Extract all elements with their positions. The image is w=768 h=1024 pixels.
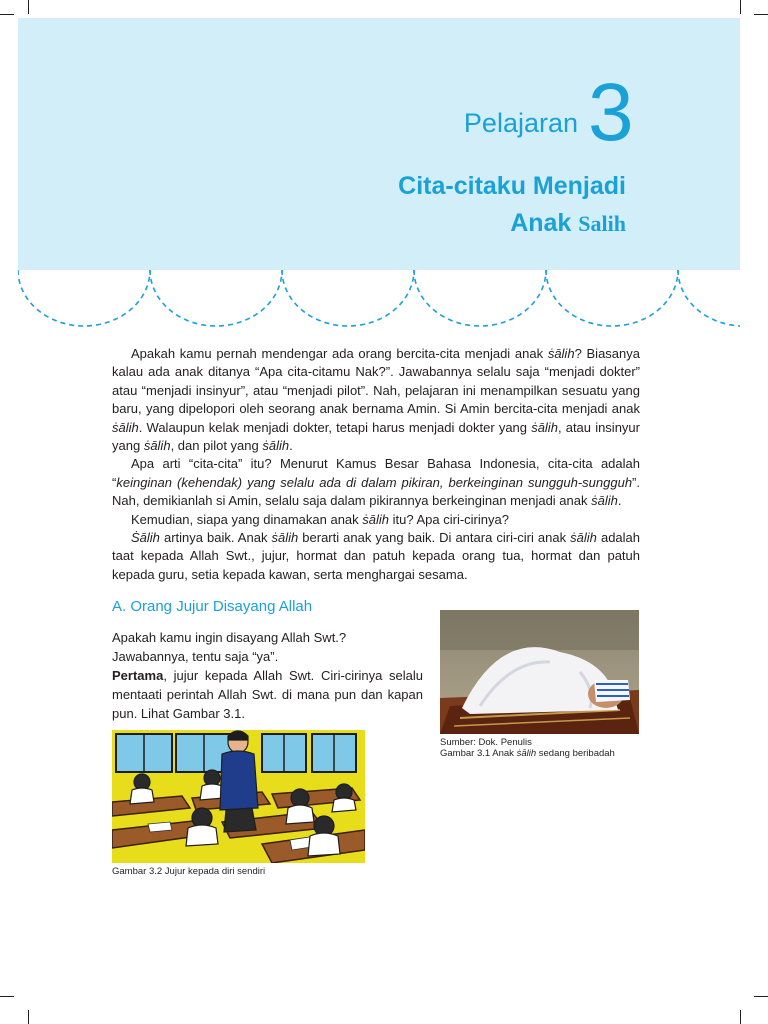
italic-term: keinginan (kehendak) yang selalu ada di dalam pikiran, berkeinginan sungguh-sungguh [116, 474, 633, 490]
paragraph [112, 529, 640, 584]
praying-child-photo [440, 610, 639, 734]
section-heading: A. Orang Jujur Disayang Allah [112, 598, 313, 615]
text-run: . [289, 438, 293, 454]
text-run: adalah taat kepada Allah Swt., jujur, hormat dan patuh kepada orang tua, hormat dan patuh kepada guru, setia kepada kawan, serta menghargai sesama. [112, 530, 641, 582]
figure-3-1-source: Sumber: Dok. Penulis [440, 737, 532, 748]
text-run: ? Biasanya kalau ada anak ditanya “Apa cita-citamu Nak?”. Jawabannya selalu saja “menjadi dokter” atau “menjadi insinyur”, atau “menjadi pilot”. Nah, pelajaran ini menampilkan sesuatu yang baru, yang dipelopori oleh seorang anak bernama Amin. Si Amin bercita-cita menjadi anak [112, 346, 640, 417]
text-run: Apa arti “cita-cita” itu? Menurut Kamus Besar Bahasa Indonesia, cita-cita adalah “ [112, 456, 640, 490]
text-run: itu? Apa ciri-cirinya? [389, 511, 509, 527]
chapter-title-salih: Salih [578, 211, 626, 236]
italic-term: ṡālih [112, 419, 139, 435]
chapter-title-anak: Anak [510, 209, 572, 237]
text-run: . [617, 493, 622, 509]
crop-mark [740, 1010, 741, 1024]
paragraph [112, 455, 640, 510]
text-run: berarti anak yang baik. Di antara ciri-ciri anak [298, 530, 571, 546]
intro-text [112, 345, 640, 584]
text-run: Kemudian, siapa yang dinamakan anak [131, 511, 363, 527]
lesson-number: 3 [588, 67, 634, 158]
chapter-title-line2 [398, 205, 626, 242]
crop-mark [28, 0, 29, 14]
italic-term: Ṡālih [131, 530, 160, 546]
italic-term: ṡālih [362, 511, 390, 527]
text-run: ”. Nah, demikianlah si Amin, selalu saja dalam pikirannya berkeinginan menjadi anak [112, 474, 640, 509]
section-a-line2: Jawabannya, tentu saja “ya”. [112, 649, 279, 664]
italic-term: ṡālih [570, 530, 597, 546]
scallop-border [18, 268, 740, 330]
text-run: , dan pilot yang [170, 438, 263, 454]
figure-3-1-caption-a: Gambar 3.1 Anak [440, 748, 517, 759]
classroom-illustration [112, 730, 365, 863]
crop-mark [754, 996, 768, 997]
text-run: , atau insinyur yang [112, 419, 640, 454]
italic-term: ṡālih [143, 438, 171, 454]
text-run: artinya baik. Anak [159, 530, 272, 546]
italic-term: ṡālih [271, 530, 299, 546]
crop-mark [28, 1010, 29, 1024]
text-run: . Walaupun kelak menjadi dokter, tetapi harus menjadi dokter yang [138, 419, 532, 435]
section-a-line1: Apakah kamu ingin disayang Allah Swt.? [112, 630, 347, 645]
section-a-line3 [112, 666, 423, 723]
chapter-title [398, 168, 626, 242]
bold-word: Pertama [112, 668, 164, 683]
paragraph [112, 345, 640, 455]
figure-3-2-caption: Gambar 3.2 Jujur kepada diri sendiri [112, 866, 266, 877]
crop-mark [740, 0, 741, 14]
text-run: Apakah kamu pernah mendengar ada orang bercita-cita menjadi anak [131, 346, 548, 361]
section-a-line3-text: , jujur kepada Allah Swt. Ciri-cirinya selalu mentaati perintah Allah Swt. di mana pun dan kapan pun. Lihat Gambar 3.1. [112, 668, 423, 721]
figure-3-1-caption-b: sedang beribadah [536, 748, 615, 759]
italic-term: ṡālih [591, 493, 618, 509]
figure-3-1-caption [440, 748, 615, 760]
crop-mark [754, 14, 768, 15]
figure-3-1-caption-italic: ṡālih [516, 748, 537, 759]
chapter-title-line1: Cita-citaku Menjadi [398, 172, 626, 200]
italic-term: ṡālih [547, 346, 575, 361]
italic-term: ṡālih [531, 419, 558, 435]
lesson-label: Pelajaran [463, 108, 578, 138]
section-a-text [112, 628, 423, 723]
crop-mark [0, 996, 14, 997]
crop-mark [0, 14, 14, 15]
italic-term: ṡālih [262, 438, 290, 454]
paragraph [112, 511, 640, 529]
